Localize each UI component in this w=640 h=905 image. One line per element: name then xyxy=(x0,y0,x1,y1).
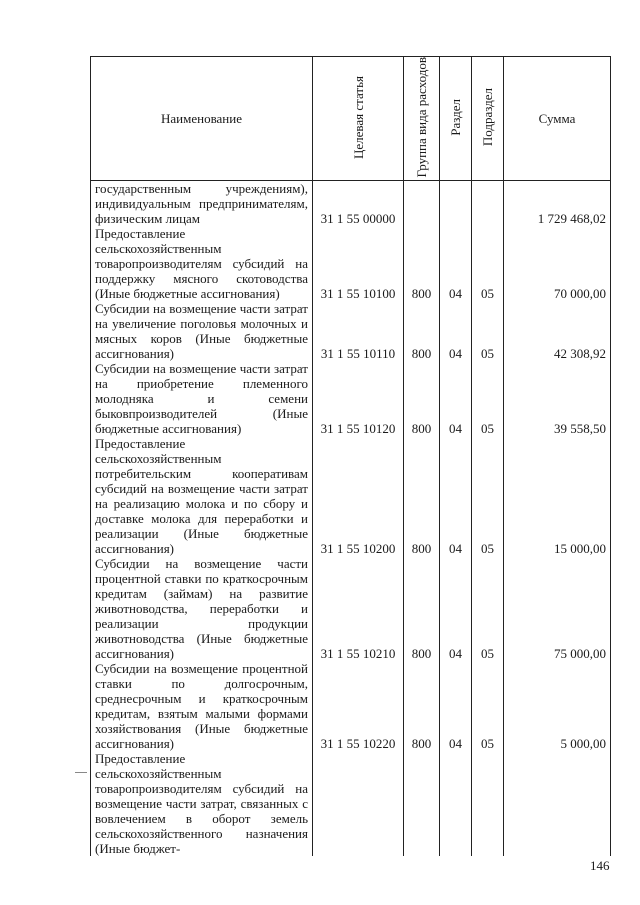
cell-target: 31 1 55 10110 xyxy=(313,301,404,361)
cell-name: Предоставление сельскохозяйственным потребительским кооперативам субсидий на возмещение части затрат на реализацию молока и по сбору и доставке молока для переработки и реализации (Иные бюджетные ассигнования) xyxy=(91,436,313,556)
table-row xyxy=(91,361,611,436)
cell-target: 31 1 55 10200 xyxy=(313,436,404,556)
cell-name: Предоставление сельскохозяйственным товаропроизводителям субсидий на возмещение части затрат, связанных с вовлечением в оборот земель сельскохозяйственного назначения (Иные бюджет- xyxy=(91,751,313,856)
cell-target: 31 1 55 10100 xyxy=(313,226,404,301)
cell-group: 800 xyxy=(404,556,440,661)
cell-sum: 39 558,50 xyxy=(504,361,611,436)
cell-group xyxy=(404,751,440,856)
table-row xyxy=(91,181,611,227)
cell-subsection: 05 xyxy=(472,226,504,301)
margin-mark xyxy=(75,772,87,773)
cell-name: Предоставление сельскохозяйственным товаропроизводителям субсидий на поддержку мясного скотоводства (Иные бюджетные ассигнования) xyxy=(91,226,313,301)
header-name: Наименование xyxy=(91,57,313,181)
cell-subsection: 05 xyxy=(472,361,504,436)
header-sum: Сумма xyxy=(504,57,611,181)
cell-section xyxy=(440,751,472,856)
table-row xyxy=(91,301,611,361)
cell-group: 800 xyxy=(404,226,440,301)
header-target: Целевая статья xyxy=(313,57,404,181)
budget-table-page xyxy=(90,56,610,857)
cell-section: 04 xyxy=(440,436,472,556)
cell-sum: 1 729 468,02 xyxy=(504,181,611,227)
table-header-row xyxy=(91,57,611,181)
cell-sum: 42 308,92 xyxy=(504,301,611,361)
cell-name: Субсидии на возмещение части затрат на увеличение поголовья молочных и мясных коров (Иные бюджетные ассигнования) xyxy=(91,301,313,361)
cell-sum: 75 000,00 xyxy=(504,556,611,661)
table-row xyxy=(91,751,611,856)
cell-subsection: 05 xyxy=(472,301,504,361)
cell-subsection: 05 xyxy=(472,661,504,751)
cell-subsection xyxy=(472,751,504,856)
cell-subsection xyxy=(472,181,504,227)
cell-section: 04 xyxy=(440,301,472,361)
cell-sum: 5 000,00 xyxy=(504,661,611,751)
cell-target: 31 1 55 10210 xyxy=(313,556,404,661)
cell-group: 800 xyxy=(404,301,440,361)
cell-name: Субсидии на возмещение части процентной ставки по краткосрочным кредитам (займам) на развитие животноводства, переработки и реализации продукции животноводства (Иные бюджетные ассигнования) xyxy=(91,556,313,661)
cell-section: 04 xyxy=(440,661,472,751)
cell-name: государственным учреждениям), индивидуальным предпринимателям, физическим лицам xyxy=(91,181,313,227)
table-row xyxy=(91,556,611,661)
cell-sum: 70 000,00 xyxy=(504,226,611,301)
cell-section xyxy=(440,181,472,227)
page-number: 146 xyxy=(590,858,610,873)
header-subsection: Подраздел xyxy=(472,57,504,181)
cell-group: 800 xyxy=(404,436,440,556)
table-row xyxy=(91,661,611,751)
cell-group xyxy=(404,181,440,227)
header-section: Раздел xyxy=(440,57,472,181)
cell-subsection: 05 xyxy=(472,556,504,661)
table-row xyxy=(91,226,611,301)
header-group: Группа вида расходов xyxy=(404,57,440,181)
budget-table xyxy=(90,56,611,856)
cell-name: Субсидии на возмещение процентной ставки по долгосрочным, среднесрочным и краткосрочным кредитам, взятым малыми формами хозяйствования (Иные бюджетные ассигнования) xyxy=(91,661,313,751)
cell-subsection: 05 xyxy=(472,436,504,556)
cell-section: 04 xyxy=(440,226,472,301)
cell-target: 31 1 55 00000 xyxy=(313,181,404,227)
cell-target: 31 1 55 10220 xyxy=(313,661,404,751)
cell-target: 31 1 55 10120 xyxy=(313,361,404,436)
cell-section: 04 xyxy=(440,361,472,436)
cell-name: Субсидии на возмещение части затрат на приобретение племенного молодняка и семени быковпроизводителей (Иные бюджетные ассигнования) xyxy=(91,361,313,436)
cell-target xyxy=(313,751,404,856)
cell-sum: 15 000,00 xyxy=(504,436,611,556)
table-row xyxy=(91,436,611,556)
cell-sum xyxy=(504,751,611,856)
cell-group: 800 xyxy=(404,361,440,436)
cell-group: 800 xyxy=(404,661,440,751)
cell-section: 04 xyxy=(440,556,472,661)
